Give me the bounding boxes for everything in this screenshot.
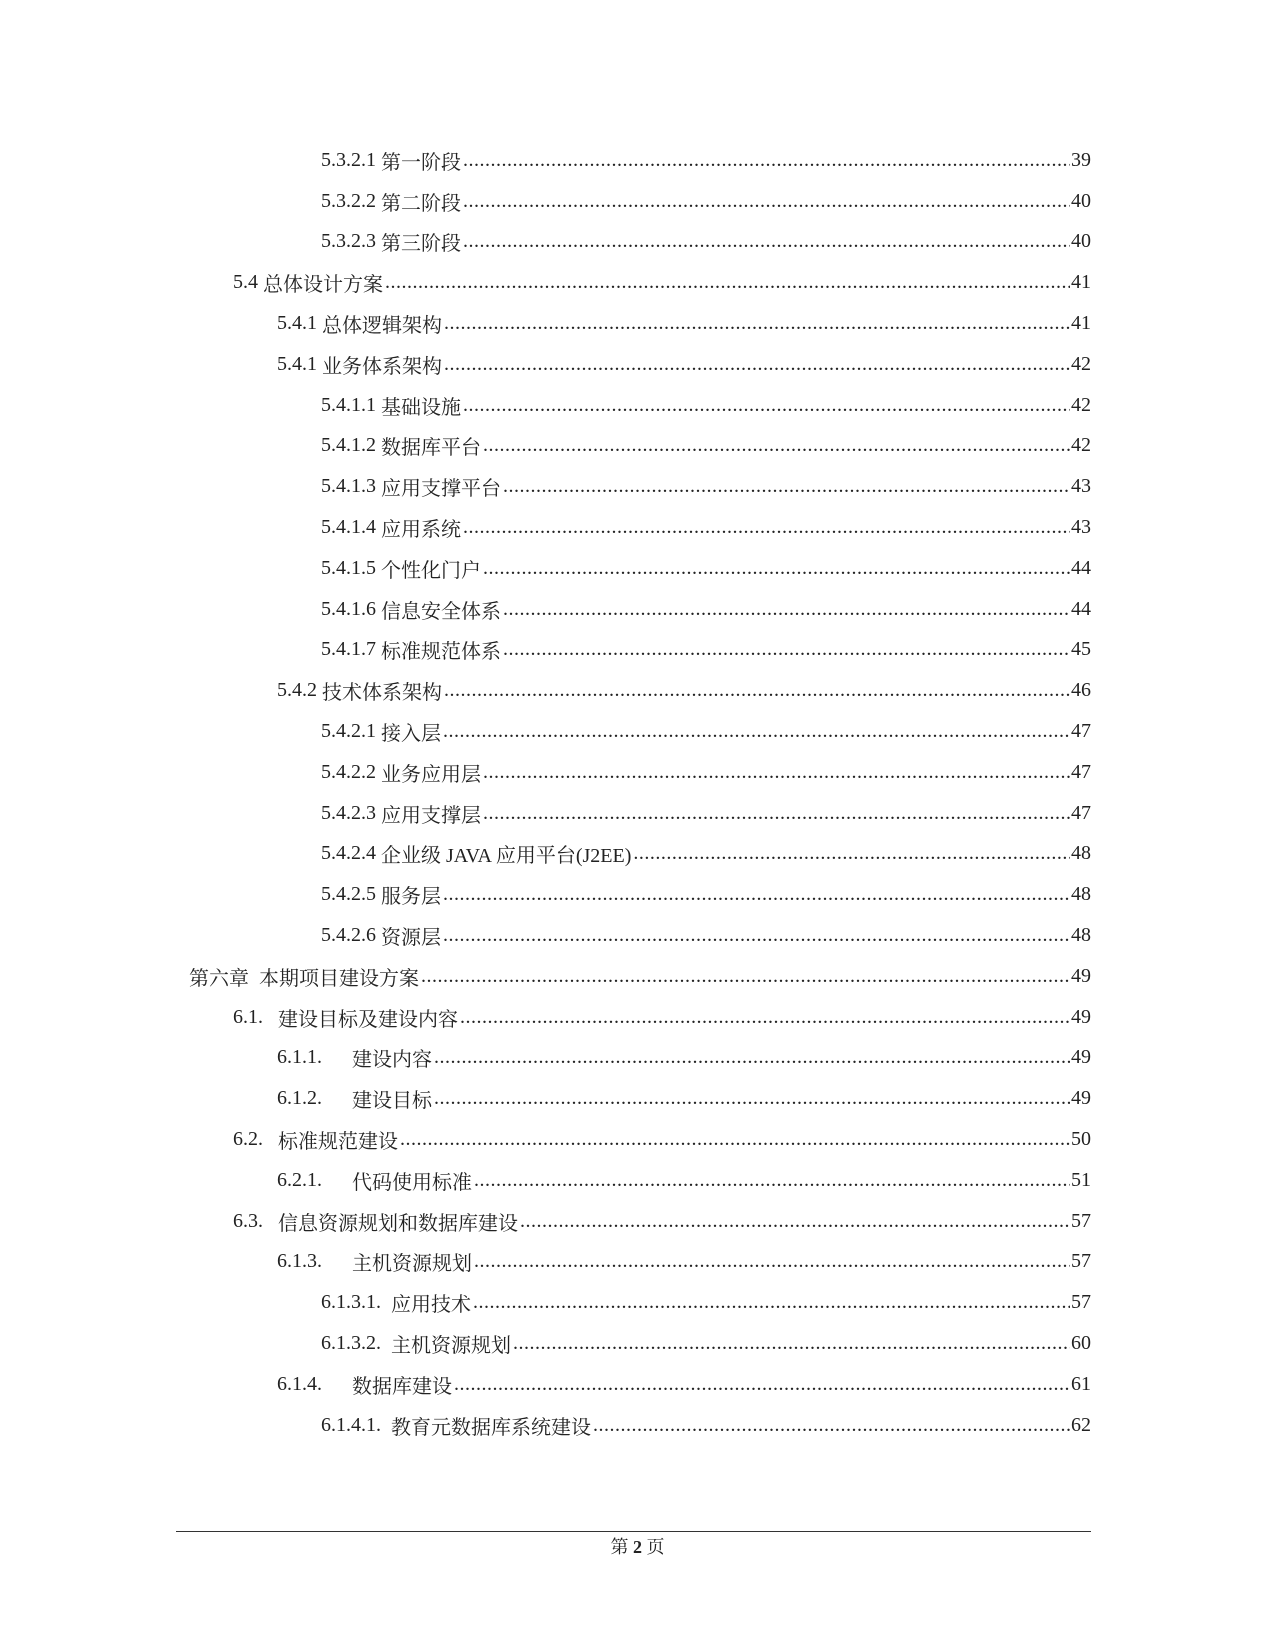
toc-entry-number: 5.4.2.3 xyxy=(321,801,381,824)
toc-entry-title: 应用系统 xyxy=(381,519,461,542)
toc-entry[interactable] xyxy=(0,589,1275,630)
toc-entry[interactable] xyxy=(0,670,1275,711)
toc-entry[interactable] xyxy=(0,834,1275,875)
toc-entry[interactable] xyxy=(0,262,1275,303)
toc-entry[interactable] xyxy=(0,630,1275,671)
toc-entry-number: 5.3.2.3 xyxy=(321,230,381,253)
toc-entry-title: 业务应用层 xyxy=(381,763,481,786)
toc-entry-title: 数据库平台 xyxy=(381,437,481,460)
toc-entry-title: 标准规范建设 xyxy=(278,1131,398,1154)
toc-entry-page: 44 xyxy=(1071,597,1091,620)
toc-entry-number: 6.3. xyxy=(233,1209,278,1232)
toc-entry-number: 5.3.2.1 xyxy=(321,148,381,171)
toc-entry[interactable] xyxy=(0,1119,1275,1160)
toc-entry-title: 建设目标 xyxy=(352,1090,432,1113)
toc-entry[interactable] xyxy=(0,466,1275,507)
toc-entry[interactable] xyxy=(0,1364,1275,1405)
toc-entry[interactable] xyxy=(0,548,1275,589)
toc-entry-title: 建设目标及建设内容 xyxy=(278,1008,458,1031)
toc-dot-leader xyxy=(473,1291,1070,1314)
toc-entry-number: 5.4 xyxy=(233,271,263,294)
toc-entry[interactable] xyxy=(0,303,1275,344)
toc-entry[interactable] xyxy=(0,222,1275,263)
toc-dot-leader xyxy=(443,720,1070,743)
toc-entry-page: 47 xyxy=(1071,801,1091,824)
toc-entry-page: 42 xyxy=(1071,352,1091,375)
toc-entry-number: 5.4.2.5 xyxy=(321,883,381,906)
toc-entry-number: 5.4.1.1 xyxy=(321,393,381,416)
toc-entry-page: 51 xyxy=(1071,1168,1091,1191)
toc-entry-number: 5.4.1.2 xyxy=(321,434,381,457)
toc-dot-leader xyxy=(483,802,1070,825)
toc-entry-number: 6.1.2. xyxy=(277,1087,352,1110)
toc-entry-page: 60 xyxy=(1071,1332,1091,1354)
toc-entry-page: 49 xyxy=(1071,964,1091,987)
toc-entry-title: 第三阶段 xyxy=(381,233,461,256)
toc-dot-leader xyxy=(444,353,1070,376)
toc-dot-leader xyxy=(400,1128,1070,1151)
toc-dot-leader xyxy=(474,1169,1070,1192)
toc-entry-number: 5.4.2.2 xyxy=(321,760,381,783)
toc-entry-page: 40 xyxy=(1071,189,1091,212)
toc-entry-page: 41 xyxy=(1071,271,1091,294)
toc-entry-page: 62 xyxy=(1071,1413,1091,1436)
toc-dot-leader xyxy=(463,394,1070,417)
toc-entry[interactable] xyxy=(0,874,1275,915)
toc-dot-leader xyxy=(463,149,1070,172)
toc-entry-title: 数据库建设 xyxy=(352,1375,452,1398)
toc-entry[interactable] xyxy=(0,1282,1275,1323)
toc-entry[interactable] xyxy=(0,1201,1275,1242)
toc-entry-number: 第六章 xyxy=(189,967,259,990)
toc-dot-leader xyxy=(483,761,1070,784)
toc-entry-title: 总体设计方案 xyxy=(263,274,383,297)
toc-entry-page: 41 xyxy=(1071,312,1091,335)
toc-entry-title: 总体逻辑架构 xyxy=(322,315,442,338)
toc-dot-leader xyxy=(443,883,1070,906)
toc-dot-leader xyxy=(503,475,1070,498)
toc-entry-page: 57 xyxy=(1071,1250,1091,1273)
toc-entry-number: 6.1.3.2. xyxy=(321,1332,391,1354)
toc-entry-number: 5.4.1 xyxy=(277,352,322,375)
toc-entry-title: 标准规范体系 xyxy=(381,641,501,664)
toc-entry[interactable] xyxy=(0,711,1275,752)
toc-entry-page: 39 xyxy=(1071,148,1091,171)
toc-entry[interactable] xyxy=(0,1078,1275,1119)
footer-prefix: 第 xyxy=(610,1537,633,1557)
toc-entry-page: 50 xyxy=(1071,1128,1091,1151)
toc-entry-title: 代码使用标准 xyxy=(352,1171,472,1194)
toc-entry-number: 5.4.1 xyxy=(277,312,322,335)
toc-entry-title: 企业级 JAVA 应用平台(J2EE) xyxy=(381,845,632,868)
toc-entry-title: 个性化门户 xyxy=(381,559,481,582)
toc-dot-leader xyxy=(483,557,1070,580)
toc-dot-leader xyxy=(520,1210,1070,1233)
toc-entry-title: 主机资源规划 xyxy=(391,1335,511,1357)
toc-entry-page: 48 xyxy=(1071,842,1091,865)
toc-entry-page: 43 xyxy=(1071,475,1091,498)
toc-entry-page: 47 xyxy=(1071,720,1091,743)
toc-entry-number: 6.2. xyxy=(233,1128,278,1151)
toc-dot-leader xyxy=(454,1373,1070,1396)
toc-entry-number: 6.1.3.1. xyxy=(321,1291,391,1314)
toc-entry-title: 主机资源规划 xyxy=(352,1253,472,1276)
toc-dot-leader xyxy=(443,924,1070,947)
toc-entry-title: 应用支撑层 xyxy=(381,804,481,827)
footer-suffix: 页 xyxy=(642,1537,665,1557)
toc-entry-number: 6.1.3. xyxy=(277,1250,352,1273)
toc-dot-leader xyxy=(463,516,1070,539)
toc-entry-number: 5.4.1.7 xyxy=(321,638,381,661)
toc-entry-number: 5.4.2.1 xyxy=(321,720,381,743)
toc-entry-title: 服务层 xyxy=(381,886,441,909)
toc-dot-leader xyxy=(444,312,1070,335)
table-of-contents xyxy=(0,140,1275,1446)
toc-dot-leader xyxy=(593,1414,1070,1437)
toc-entry[interactable] xyxy=(0,140,1275,181)
toc-entry-number: 5.4.1.3 xyxy=(321,475,381,498)
toc-entry-title: 应用支撑平台 xyxy=(381,478,501,501)
toc-entry-number: 5.4.1.4 xyxy=(321,516,381,539)
toc-dot-leader xyxy=(385,271,1070,294)
toc-entry[interactable] xyxy=(0,752,1275,793)
toc-entry-page: 43 xyxy=(1071,516,1091,539)
toc-entry[interactable] xyxy=(0,1038,1275,1079)
toc-entry-number: 6.1.4. xyxy=(277,1372,352,1395)
toc-entry-page: 45 xyxy=(1071,638,1091,661)
toc-entry[interactable] xyxy=(0,793,1275,834)
toc-entry[interactable] xyxy=(0,1242,1275,1283)
toc-entry-number: 5.3.2.2 xyxy=(321,189,381,212)
toc-entry-page: 57 xyxy=(1071,1209,1091,1232)
toc-entry[interactable] xyxy=(0,344,1275,385)
toc-entry-number: 5.4.1.6 xyxy=(321,597,381,620)
toc-dot-leader xyxy=(513,1332,1070,1355)
toc-entry-number: 5.4.2 xyxy=(277,679,322,702)
toc-entry-title: 信息资源规划和数据库建设 xyxy=(278,1212,518,1235)
page-footer xyxy=(0,1532,1275,1562)
toc-entry-page: 42 xyxy=(1071,393,1091,416)
toc-dot-leader xyxy=(474,1250,1070,1273)
toc-entry[interactable] xyxy=(0,956,1275,997)
toc-entry-page: 44 xyxy=(1071,556,1091,579)
toc-entry[interactable] xyxy=(0,1323,1275,1364)
toc-entry-page: 42 xyxy=(1071,434,1091,457)
toc-entry-title: 建设内容 xyxy=(352,1049,432,1072)
toc-dot-leader xyxy=(503,598,1070,621)
toc-entry[interactable] xyxy=(0,181,1275,222)
toc-entry[interactable] xyxy=(0,426,1275,467)
toc-entry-title: 接入层 xyxy=(381,723,441,746)
toc-entry[interactable] xyxy=(0,385,1275,426)
toc-entry[interactable] xyxy=(0,507,1275,548)
toc-dot-leader xyxy=(421,965,1070,988)
toc-dot-leader xyxy=(483,434,1070,457)
toc-entry-title: 业务体系架构 xyxy=(322,355,442,378)
toc-entry-page: 48 xyxy=(1071,924,1091,947)
toc-entry-page: 40 xyxy=(1071,230,1091,253)
toc-entry-page: 47 xyxy=(1071,760,1091,783)
toc-entry-number: 6.1.1. xyxy=(277,1046,352,1069)
toc-entry-page: 48 xyxy=(1071,883,1091,906)
toc-entry-title: 资源层 xyxy=(381,927,441,950)
toc-dot-leader xyxy=(460,1006,1070,1029)
footer-page-number: 2 xyxy=(633,1537,642,1557)
toc-entry-number: 5.4.2.4 xyxy=(321,842,381,865)
toc-entry-title: 第二阶段 xyxy=(381,192,461,215)
toc-dot-leader xyxy=(444,679,1070,702)
toc-entry-title: 应用技术 xyxy=(391,1294,471,1317)
toc-dot-leader xyxy=(503,638,1070,661)
toc-entry[interactable] xyxy=(0,915,1275,956)
toc-dot-leader xyxy=(633,842,1070,865)
toc-entry-title: 信息安全体系 xyxy=(381,600,501,623)
toc-entry-title: 技术体系架构 xyxy=(322,682,442,705)
toc-entry-number: 5.4.2.6 xyxy=(321,924,381,947)
toc-entry-number: 5.4.1.5 xyxy=(321,556,381,579)
toc-entry-number: 6.1.4.1. xyxy=(321,1413,391,1436)
toc-entry[interactable] xyxy=(0,1405,1275,1446)
toc-entry[interactable] xyxy=(0,1160,1275,1201)
toc-entry-number: 6.2.1. xyxy=(277,1168,352,1191)
toc-entry-title: 第一阶段 xyxy=(381,151,461,174)
toc-entry-page: 49 xyxy=(1071,1005,1091,1028)
toc-entry-title: 本期项目建设方案 xyxy=(259,967,419,990)
toc-dot-leader xyxy=(434,1046,1070,1069)
toc-entry-page: 46 xyxy=(1071,679,1091,702)
toc-dot-leader xyxy=(463,190,1070,213)
toc-entry-number: 6.1. xyxy=(233,1005,278,1028)
toc-entry-title: 基础设施 xyxy=(381,396,461,419)
toc-entry-page: 61 xyxy=(1071,1372,1091,1395)
toc-dot-leader xyxy=(434,1087,1070,1110)
toc-entry-page: 49 xyxy=(1071,1046,1091,1069)
toc-dot-leader xyxy=(463,230,1070,253)
toc-entry[interactable] xyxy=(0,997,1275,1038)
toc-entry-page: 57 xyxy=(1071,1291,1091,1314)
toc-entry-title: 教育元数据库系统建设 xyxy=(391,1416,591,1439)
toc-entry-page: 49 xyxy=(1071,1087,1091,1110)
